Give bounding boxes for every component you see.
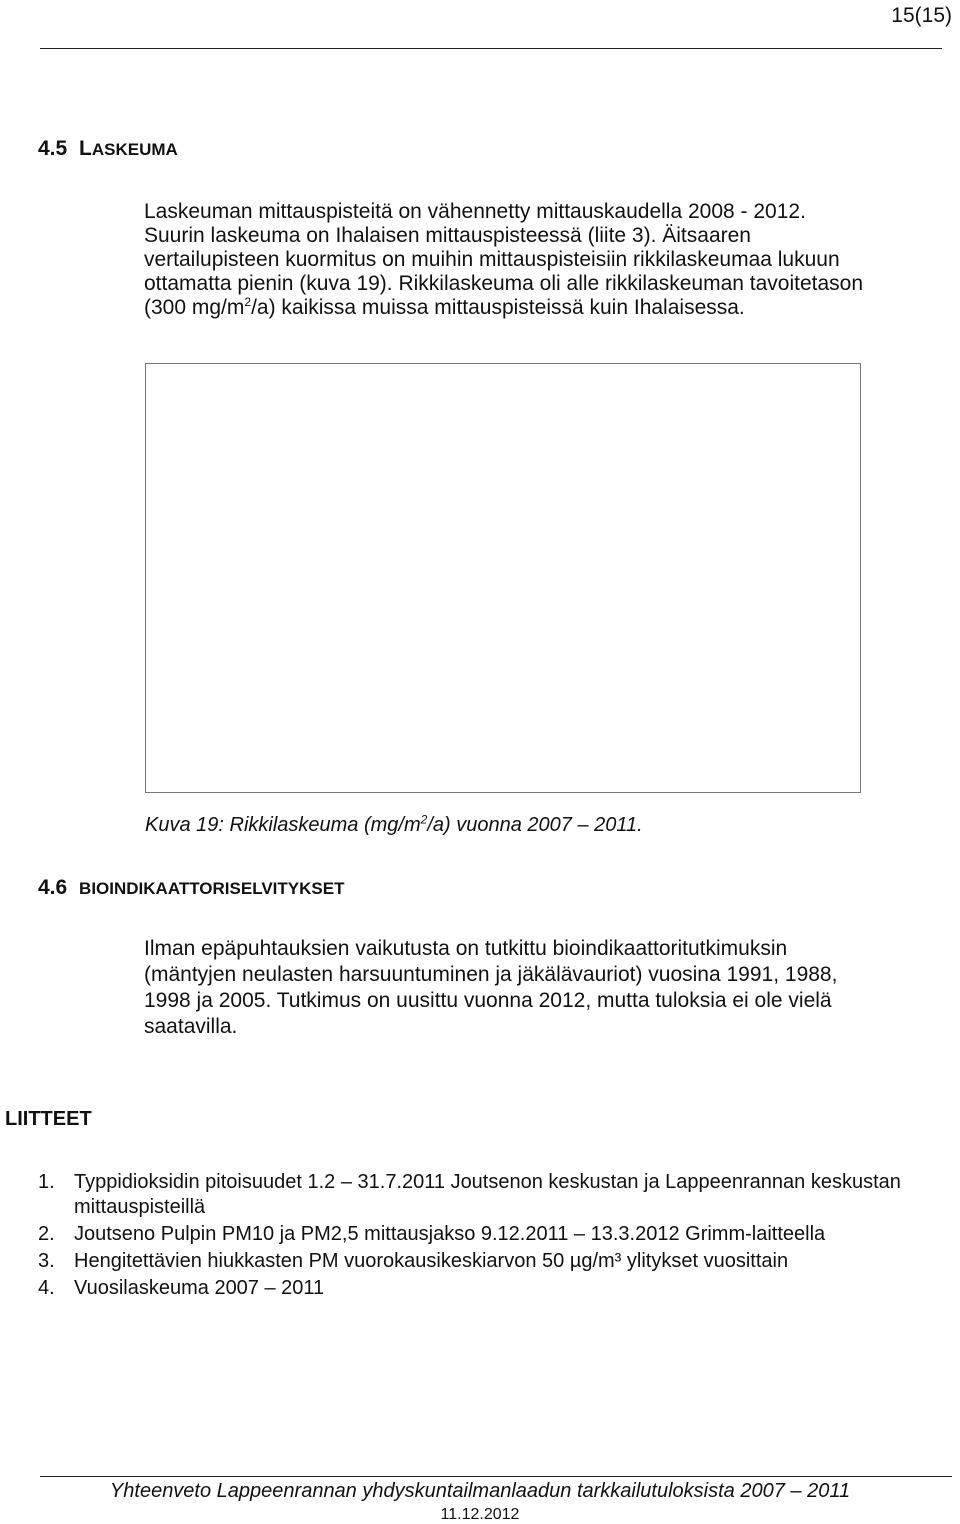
caption-fragment: Kuva 19: Rikkilaskeuma (mg/m (145, 814, 421, 836)
paragraph-line (144, 296, 959, 320)
appendix-text: Hengitettävien hiukkasten PM vuorokausikeskiarvon 50 µg/m³ ylitykset vuosittain (74, 1250, 789, 1272)
text-fragment: (300 mg/m (144, 296, 245, 319)
paragraph-line: (mäntyjen neulasten harsuuntuminen ja jäkälävauriot) vuosina 1991, 1988, (144, 963, 838, 986)
section-title: BIOINDIKAATTORISELVITYKSET (79, 879, 345, 898)
paragraph-line: 1998 ja 2005. Tutkimus on uusittu vuonna 2012, mutta tuloksia ei ole vielä (144, 989, 832, 1012)
appendix-number: 3. (38, 1250, 55, 1272)
appendices-heading: LIITTEET (5, 1108, 92, 1130)
footer-rule (40, 1476, 952, 1477)
section-heading-laskeuma (38, 137, 178, 161)
laskeuma-paragraph (144, 200, 959, 320)
footer-title: Yhteenveto Lappeenrannan yhdyskuntailmanlaadun tarkkailutuloksista 2007 – 2011 (109, 1480, 851, 1502)
figure-caption (145, 814, 643, 837)
appendix-item (38, 1276, 953, 1301)
section-number: 4.5 (38, 137, 68, 160)
appendix-number: 2. (38, 1223, 55, 1245)
appendix-text: Vuosilaskeuma 2007 – 2011 (74, 1277, 325, 1299)
paragraph-line: saatavilla. (144, 1015, 238, 1038)
bioindikaattori-paragraph (144, 936, 959, 1040)
paragraph-line: Laskeuman mittauspisteitä on vähennetty mittauskaudella 2008 - 2012. (144, 200, 806, 223)
paragraph-line: vertailupisteen kuormitus on muihin mittauspisteisiin rikkilaskeumaa lukuun (144, 248, 840, 271)
section-heading-bioindikaattori (38, 876, 344, 900)
appendix-list (38, 1170, 953, 1303)
appendix-item (38, 1249, 953, 1274)
paragraph-line: Suurin laskeuma on Ihalaisen mittauspisteessä (liite 3). Äitsaaren (144, 224, 751, 247)
section-number: 4.6 (38, 876, 68, 899)
page-number: 15(15) (891, 4, 952, 27)
header-rule (40, 48, 942, 49)
superscript: 2 (244, 295, 252, 309)
appendix-item (38, 1222, 953, 1247)
section-title-rest: ASKEUMA (91, 140, 178, 159)
paragraph-line: ottamatta pienin (kuva 19). Rikkilaskeuma oli alle rikkilaskeuman tavoitetason (144, 272, 864, 295)
appendix-number: 4. (38, 1277, 55, 1299)
footer-date: 11.12.2012 (440, 1506, 520, 1523)
section-title-initial: L (79, 137, 92, 160)
paragraph-line: Ilman epäpuhtauksien vaikutusta on tutkittu bioindikaattoritutkimuksin (144, 937, 788, 960)
appendix-text: Joutseno Pulpin PM10 ja PM2,5 mittausjakso 9.12.2011 – 13.3.2012 Grimm-laitteella (74, 1223, 826, 1245)
figure-image-placeholder (145, 363, 861, 793)
appendix-text: Typpidioksidin pitoisuudet 1.2 – 31.7.2011 Joutsenon keskustan ja Lappeenrannan keskustan mittauspisteillä (74, 1171, 901, 1218)
appendix-item (38, 1170, 953, 1220)
appendix-number: 1. (38, 1171, 55, 1193)
superscript: 2 (420, 812, 428, 827)
caption-fragment: /a) vuonna 2007 – 2011. (427, 814, 643, 836)
text-fragment: /a) kaikissa muissa mittauspisteissä kuin Ihalaisessa. (251, 296, 745, 319)
